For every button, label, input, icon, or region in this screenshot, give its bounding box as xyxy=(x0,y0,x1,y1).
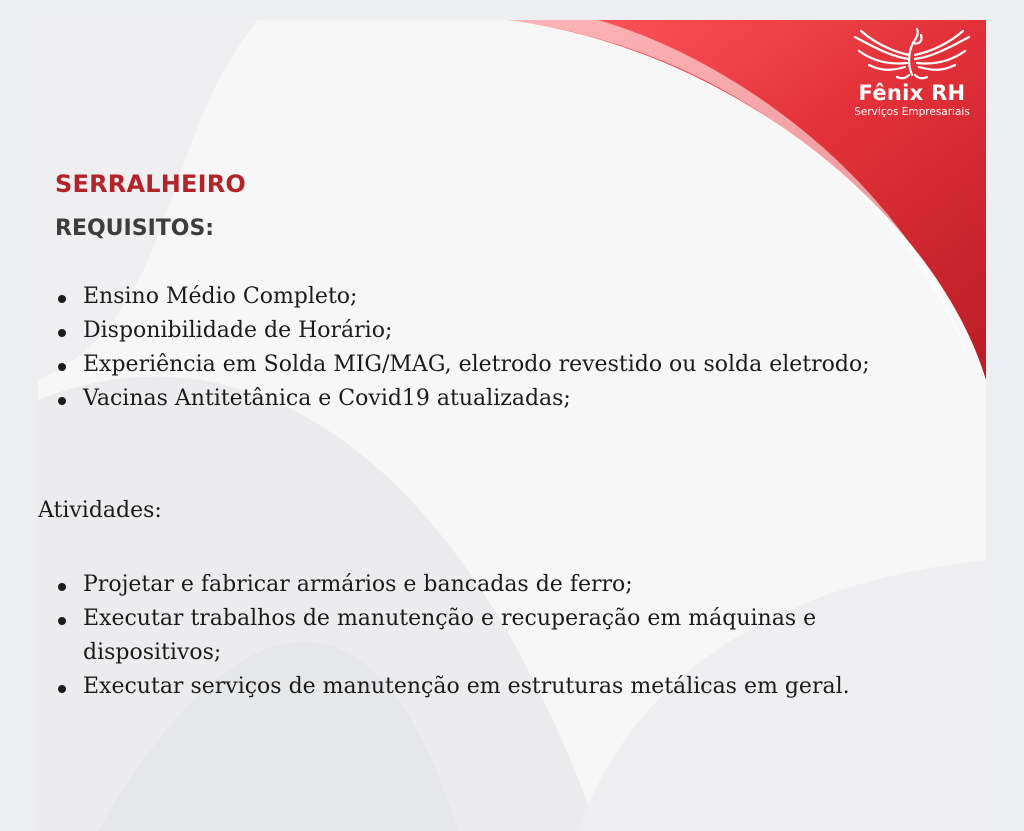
activities-list xyxy=(38,568,918,704)
list-item xyxy=(38,568,918,602)
bullet-icon xyxy=(58,617,66,625)
brand-logo xyxy=(838,25,986,135)
requirement-text: Experiência em Solda MIG/MAG, eletrodo revestido ou solda eletrodo; xyxy=(83,352,870,377)
bullet-icon xyxy=(58,363,66,371)
requirement-text: Ensino Médio Completo; xyxy=(83,284,358,309)
phoenix-icon xyxy=(847,25,977,81)
list-item xyxy=(38,602,918,670)
list-item xyxy=(38,382,918,416)
requirements-heading: REQUISITOS: xyxy=(55,216,215,241)
bullet-icon xyxy=(58,295,66,303)
activity-text: Projetar e fabricar armários e bancadas de ferro; xyxy=(83,572,633,597)
brand-tagline: Serviços Empresariais xyxy=(854,106,970,118)
job-title: SERRALHEIRO xyxy=(55,170,247,198)
activity-text: Executar serviços de manutenção em estruturas metálicas em geral. xyxy=(83,674,850,699)
bullet-icon xyxy=(58,329,66,337)
job-post-card xyxy=(38,20,986,831)
requirement-text: Disponibilidade de Horário; xyxy=(83,318,393,343)
list-item xyxy=(38,670,918,704)
bullet-icon xyxy=(58,397,66,405)
requirement-text: Vacinas Antitetânica e Covid19 atualizadas; xyxy=(83,386,571,411)
activities-heading: Atividades: xyxy=(38,498,162,523)
list-item xyxy=(38,314,918,348)
activity-text: Executar trabalhos de manutenção e recuperação em máquinas e dispositivos; xyxy=(83,606,817,665)
brand-name: Fênix RH xyxy=(858,81,966,105)
bullet-icon xyxy=(58,685,66,693)
background-swoosh xyxy=(38,20,986,831)
bullet-icon xyxy=(58,583,66,591)
list-item xyxy=(38,348,918,382)
list-item xyxy=(38,280,918,314)
requirements-list xyxy=(38,280,918,416)
